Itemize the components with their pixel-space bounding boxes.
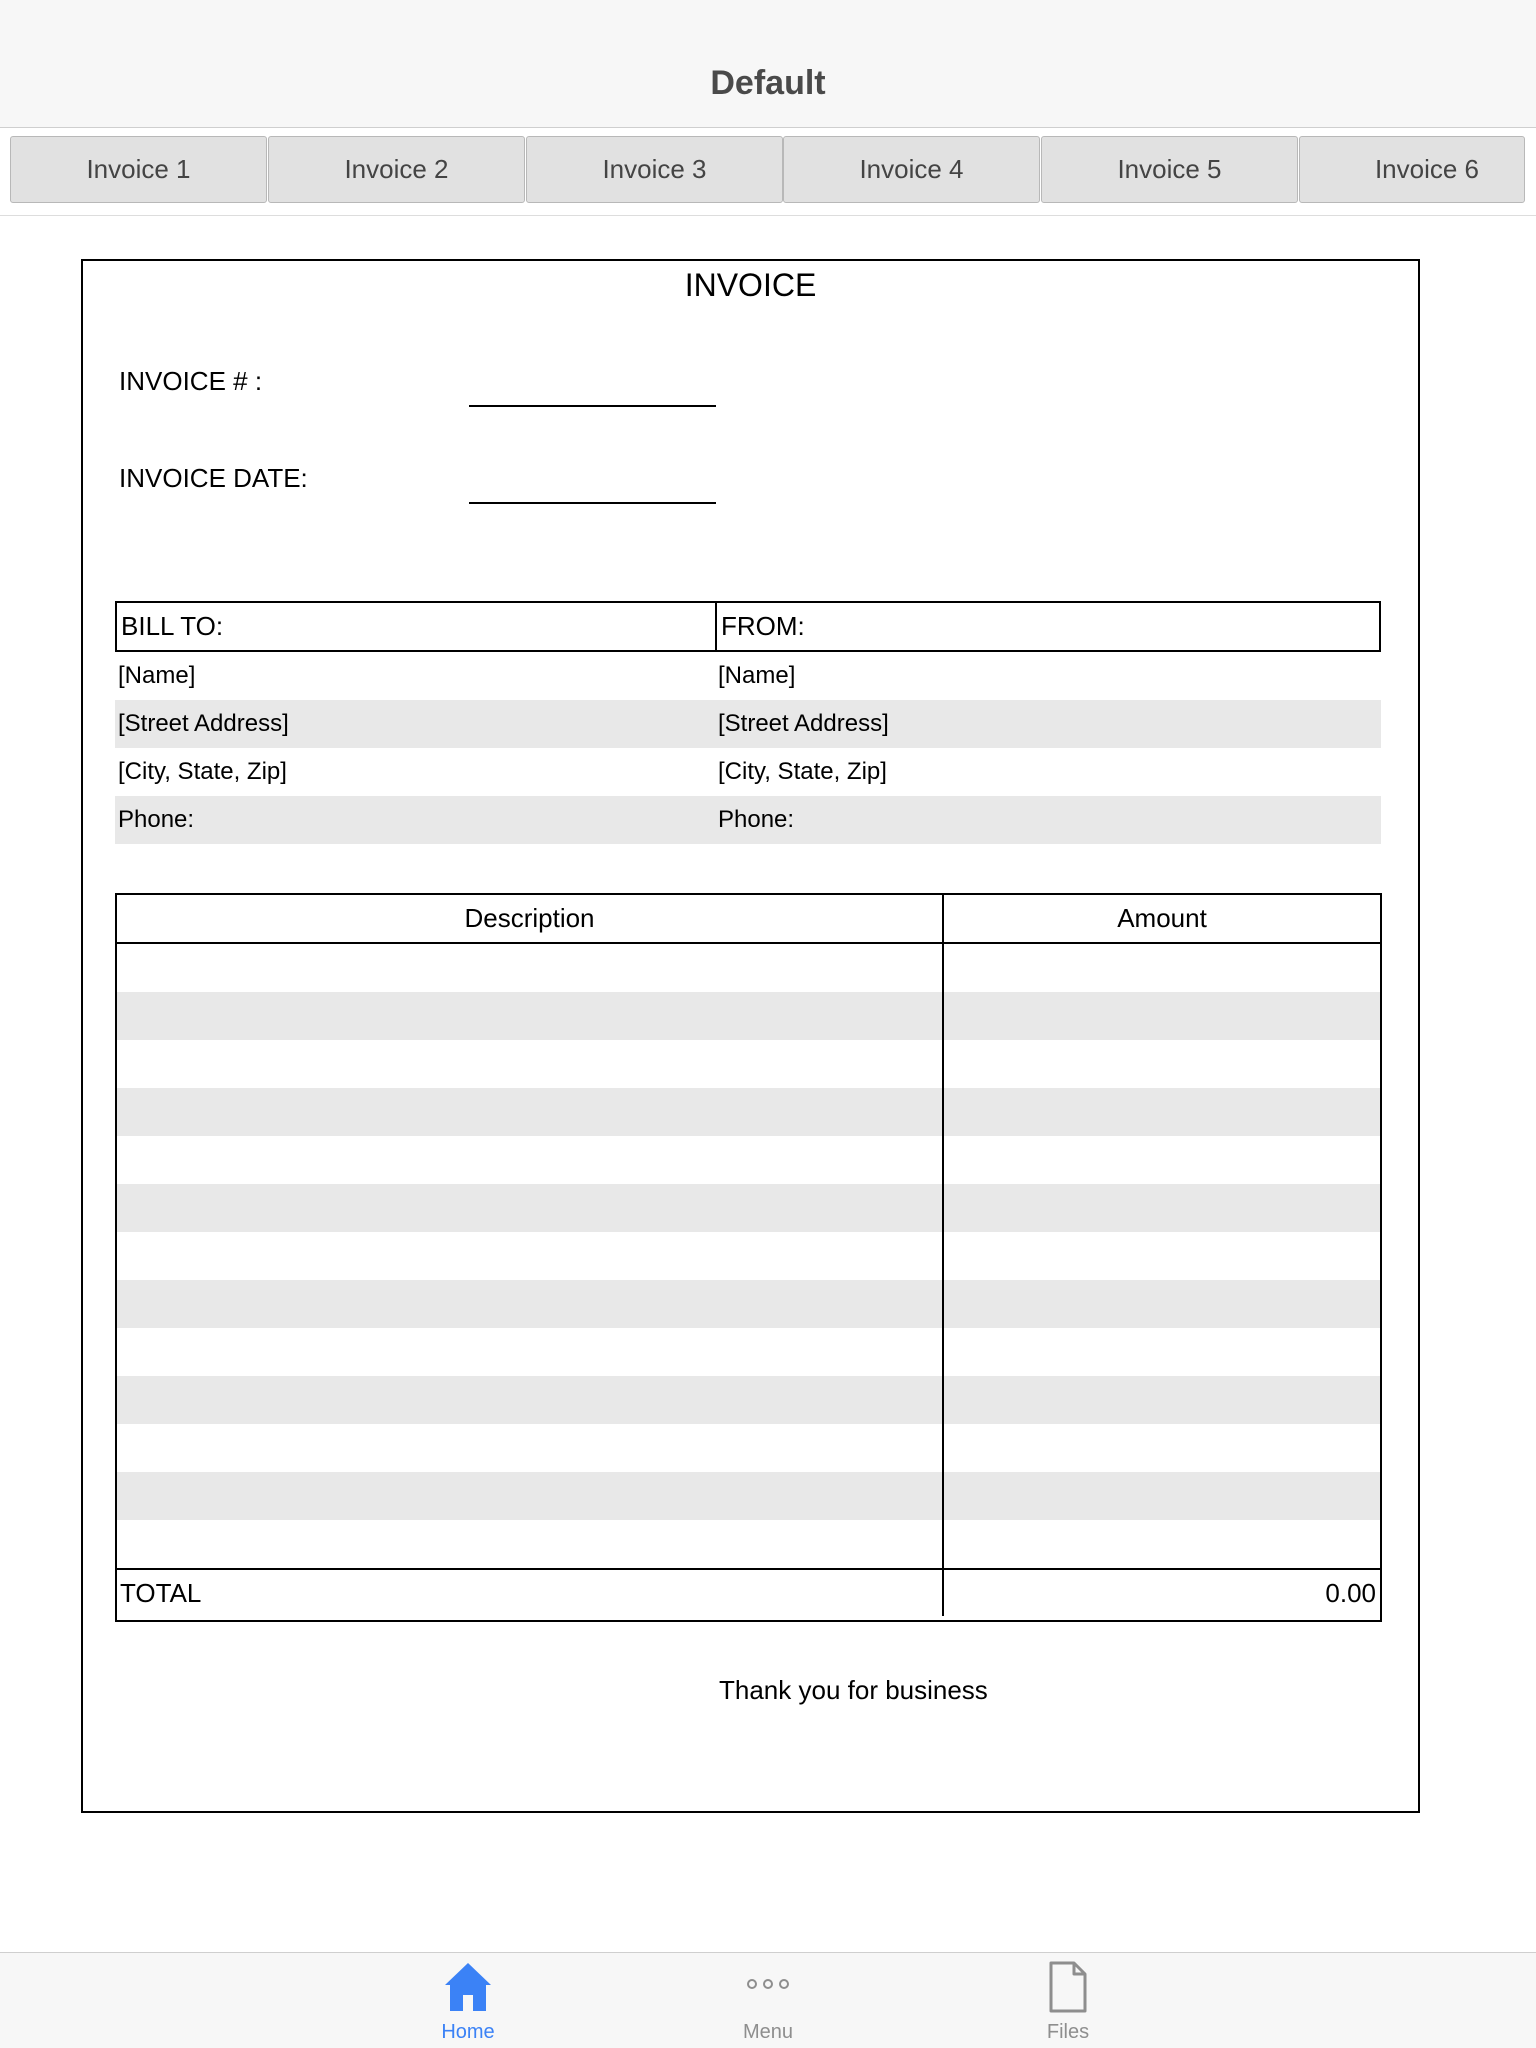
table-row bbox=[117, 1088, 1380, 1136]
invoice-number-label: INVOICE # : bbox=[119, 366, 263, 396]
total-label: TOTAL bbox=[117, 1570, 944, 1616]
table-row bbox=[117, 1376, 1380, 1424]
from-city[interactable]: [City, State, Zip] bbox=[718, 758, 887, 785]
tab-invoice-6[interactable]: Invoice 6 bbox=[1299, 136, 1525, 203]
item-description-cell[interactable] bbox=[117, 1376, 944, 1424]
table-row bbox=[117, 1424, 1380, 1472]
item-amount-cell[interactable] bbox=[944, 1328, 1380, 1376]
address-table bbox=[115, 601, 1381, 844]
item-amount-cell[interactable] bbox=[944, 992, 1380, 1040]
table-row bbox=[117, 1136, 1380, 1184]
tabbar-home-label: Home bbox=[441, 2021, 495, 2043]
tabbar-home[interactable] bbox=[393, 1953, 543, 2048]
tabbar-menu-label: Menu bbox=[742, 2021, 794, 2043]
tab-invoice-3[interactable]: Invoice 3 bbox=[526, 136, 783, 203]
bill-to-header: BILL TO: bbox=[117, 603, 717, 650]
item-description-cell[interactable] bbox=[117, 1184, 944, 1232]
invoice-document bbox=[81, 259, 1420, 1813]
nav-title: Default bbox=[710, 64, 826, 102]
table-row bbox=[117, 1040, 1380, 1088]
thank-you-note: Thank you for business bbox=[719, 1675, 988, 1705]
item-description-cell[interactable] bbox=[117, 1472, 944, 1520]
address-header-row bbox=[115, 601, 1381, 652]
invoice-number-field[interactable] bbox=[469, 405, 716, 407]
item-description-cell[interactable] bbox=[117, 1088, 944, 1136]
item-description-cell[interactable] bbox=[117, 1232, 944, 1280]
from-name[interactable]: [Name] bbox=[718, 662, 796, 689]
tab-invoice-4[interactable]: Invoice 4 bbox=[783, 136, 1040, 203]
table-row bbox=[117, 1232, 1380, 1280]
more-icon bbox=[745, 1977, 791, 1996]
item-amount-cell[interactable] bbox=[944, 1136, 1380, 1184]
from-phone[interactable]: Phone: bbox=[718, 806, 795, 833]
item-description-cell[interactable] bbox=[117, 1520, 944, 1568]
table-row bbox=[117, 1328, 1380, 1376]
bill-to-phone[interactable]: Phone: bbox=[118, 806, 195, 833]
from-header: FROM: bbox=[721, 611, 805, 641]
item-amount-cell[interactable] bbox=[944, 1040, 1380, 1088]
from-street[interactable]: [Street Address] bbox=[718, 710, 889, 737]
file-icon bbox=[1048, 1961, 1088, 2018]
table-row bbox=[117, 992, 1380, 1040]
item-amount-cell[interactable] bbox=[944, 1520, 1380, 1568]
tab-invoice-2[interactable]: Invoice 2 bbox=[268, 136, 525, 203]
address-row-name bbox=[115, 652, 1381, 700]
description-header: Description bbox=[117, 895, 944, 942]
bottom-tab-bar bbox=[0, 1952, 1536, 2048]
table-row bbox=[117, 1184, 1380, 1232]
items-table bbox=[115, 893, 1382, 1622]
item-description-cell[interactable] bbox=[117, 992, 944, 1040]
home-icon bbox=[443, 1961, 493, 2018]
table-row bbox=[117, 1520, 1380, 1568]
invoice-date-label: INVOICE DATE: bbox=[119, 463, 308, 493]
address-row-city bbox=[115, 748, 1381, 796]
table-row bbox=[117, 1472, 1380, 1520]
item-description-cell[interactable] bbox=[117, 1040, 944, 1088]
tab-invoice-1[interactable]: Invoice 1 bbox=[10, 136, 267, 203]
items-body bbox=[117, 944, 1380, 1568]
bill-to-name[interactable]: [Name] bbox=[118, 662, 196, 689]
invoice-title: INVOICE bbox=[684, 267, 817, 303]
table-row bbox=[117, 944, 1380, 992]
bill-to-street[interactable]: [Street Address] bbox=[118, 710, 289, 737]
invoice-tabs bbox=[0, 128, 1536, 216]
item-description-cell[interactable] bbox=[117, 1424, 944, 1472]
address-row-phone bbox=[115, 796, 1381, 844]
item-amount-cell[interactable] bbox=[944, 1472, 1380, 1520]
invoice-date-field[interactable] bbox=[469, 502, 716, 504]
item-description-cell[interactable] bbox=[117, 944, 944, 992]
item-description-cell[interactable] bbox=[117, 1328, 944, 1376]
item-amount-cell[interactable] bbox=[944, 1280, 1380, 1328]
item-amount-cell[interactable] bbox=[944, 1376, 1380, 1424]
item-amount-cell[interactable] bbox=[944, 944, 1380, 992]
items-header-row bbox=[117, 895, 1380, 944]
tabbar-menu[interactable] bbox=[693, 1953, 843, 2048]
tabbar-files-label: Files bbox=[1046, 2021, 1090, 2043]
amount-header: Amount bbox=[1117, 903, 1207, 933]
item-amount-cell[interactable] bbox=[944, 1088, 1380, 1136]
item-amount-cell[interactable] bbox=[944, 1424, 1380, 1472]
total-row bbox=[117, 1568, 1380, 1616]
tab-invoice-5[interactable]: Invoice 5 bbox=[1041, 136, 1298, 203]
item-amount-cell[interactable] bbox=[944, 1184, 1380, 1232]
item-amount-cell[interactable] bbox=[944, 1232, 1380, 1280]
navigation-bar bbox=[0, 0, 1536, 128]
address-row-street bbox=[115, 700, 1381, 748]
item-description-cell[interactable] bbox=[117, 1280, 944, 1328]
bill-to-city[interactable]: [City, State, Zip] bbox=[118, 758, 287, 785]
total-value: 0.00 bbox=[1325, 1578, 1376, 1608]
tabbar-files[interactable] bbox=[993, 1953, 1143, 2048]
table-row bbox=[117, 1280, 1380, 1328]
item-description-cell[interactable] bbox=[117, 1136, 944, 1184]
